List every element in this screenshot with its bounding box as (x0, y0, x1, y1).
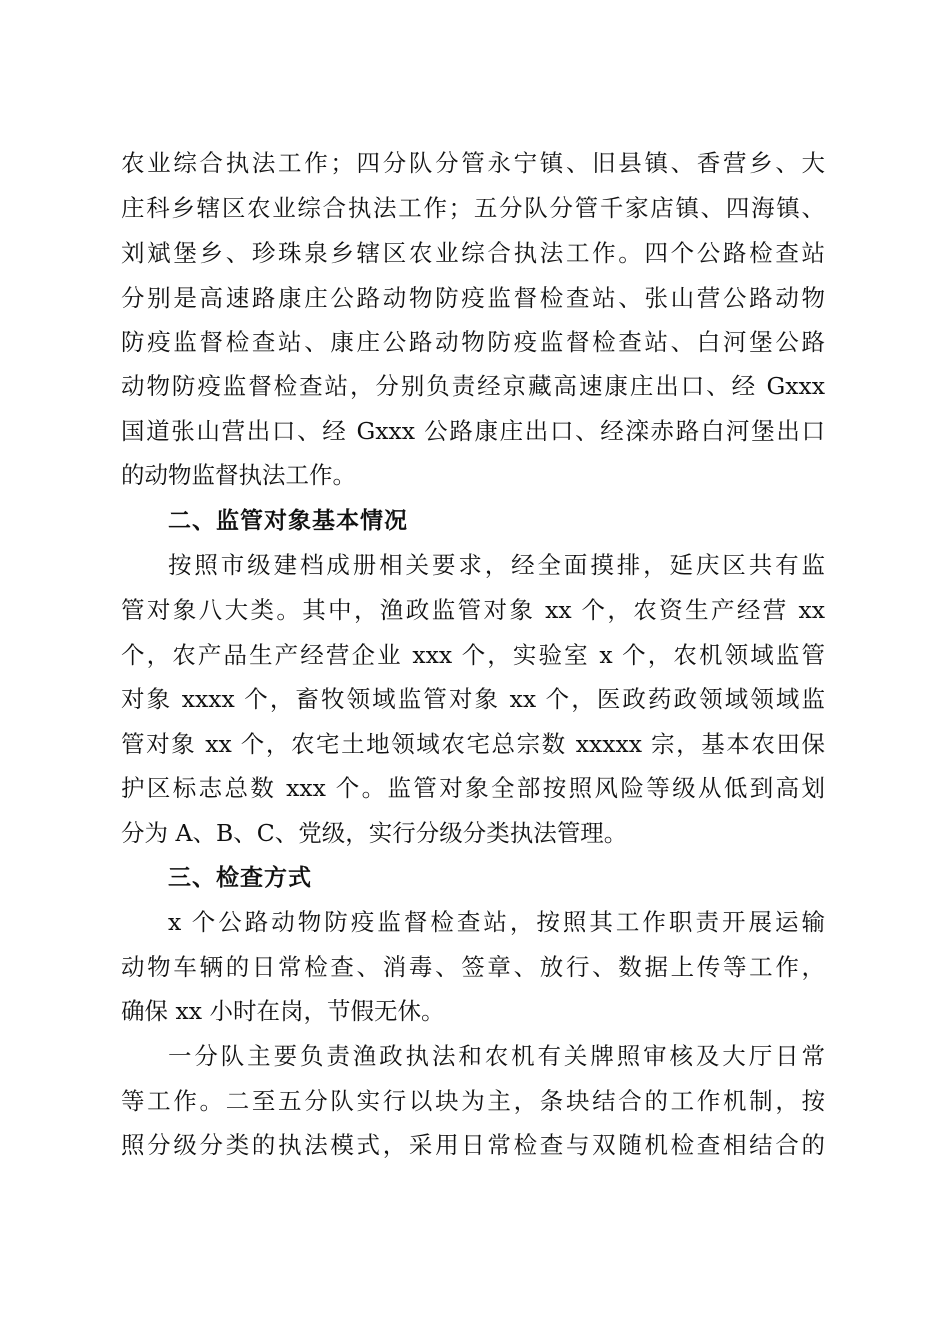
body-text-line: 等工作。二至五分队实行以块为主，条块结合的工作机制，按 (121, 1087, 825, 1115)
body-text-line: x 个公路动物防疫监督检查站，按照其工作职责开展运输 (168, 908, 825, 936)
body-text-line: 照分级分类的执法模式，采用日常检查与双随机检查相结合的 (121, 1131, 825, 1159)
body-text-line: 动物防疫监督检查站，分别负责经京藏高速康庄出口、经 Gxxx (121, 372, 825, 400)
body-text-line: 个，农产品生产经营企业 xxx 个，实验室 x 个，农机领域监管 (121, 641, 825, 669)
body-text-line: 管对象八大类。其中，渔政监管对象 xx 个，农资生产经营 xx (121, 596, 825, 624)
body-text-line: 庄科乡辖区农业综合执法工作；五分队分管千家店镇、四海镇、 (121, 194, 825, 222)
body-text-line: 动物车辆的日常检查、消毒、签章、放行、数据上传等工作， (121, 953, 825, 981)
section-heading: 三、检查方式 (168, 865, 312, 891)
body-text-line: 防疫监督检查站、康庄公路动物防疫监督检查站、白河堡公路 (121, 328, 825, 356)
body-text-line: 护区标志总数 xxx 个。监管对象全部按照风险等级从低到高划 (121, 774, 825, 802)
body-text-line: 管对象 xx 个，农宅土地领域农宅总宗数 xxxxx 宗，基本农田保 (121, 730, 825, 758)
body-text-line: 的动物监督执法工作。 (121, 461, 356, 489)
body-text-line: 国道张山营出口、经 Gxxx 公路康庄出口、经滦赤路白河堡出口 (121, 417, 825, 445)
body-text-line: 分别是高速路康庄公路动物防疫监督检查站、张山营公路动物 (121, 284, 825, 312)
body-text-line: 对象 xxxx 个，畜牧领域监管对象 xx 个，医政药政领域领域监 (121, 685, 825, 713)
body-text-line: 分为 A、B、C、党级，实行分级分类执法管理。 (121, 819, 628, 847)
body-text-line: 农业综合执法工作；四分队分管永宁镇、旧县镇、香营乡、大 (121, 149, 825, 177)
body-text-line: 一分队主要负责渔政执法和农机有关牌照审核及大厅日常 (168, 1042, 825, 1070)
body-text-line: 刘斌堡乡、珍珠泉乡辖区农业综合执法工作。四个公路检查站 (121, 239, 825, 267)
body-text-line: 按照市级建档成册相关要求，经全面摸排，延庆区共有监 (168, 551, 825, 579)
body-text-line: 确保 xx 小时在岗，节假无休。 (121, 997, 445, 1025)
section-heading: 二、监管对象基本情况 (168, 508, 408, 534)
